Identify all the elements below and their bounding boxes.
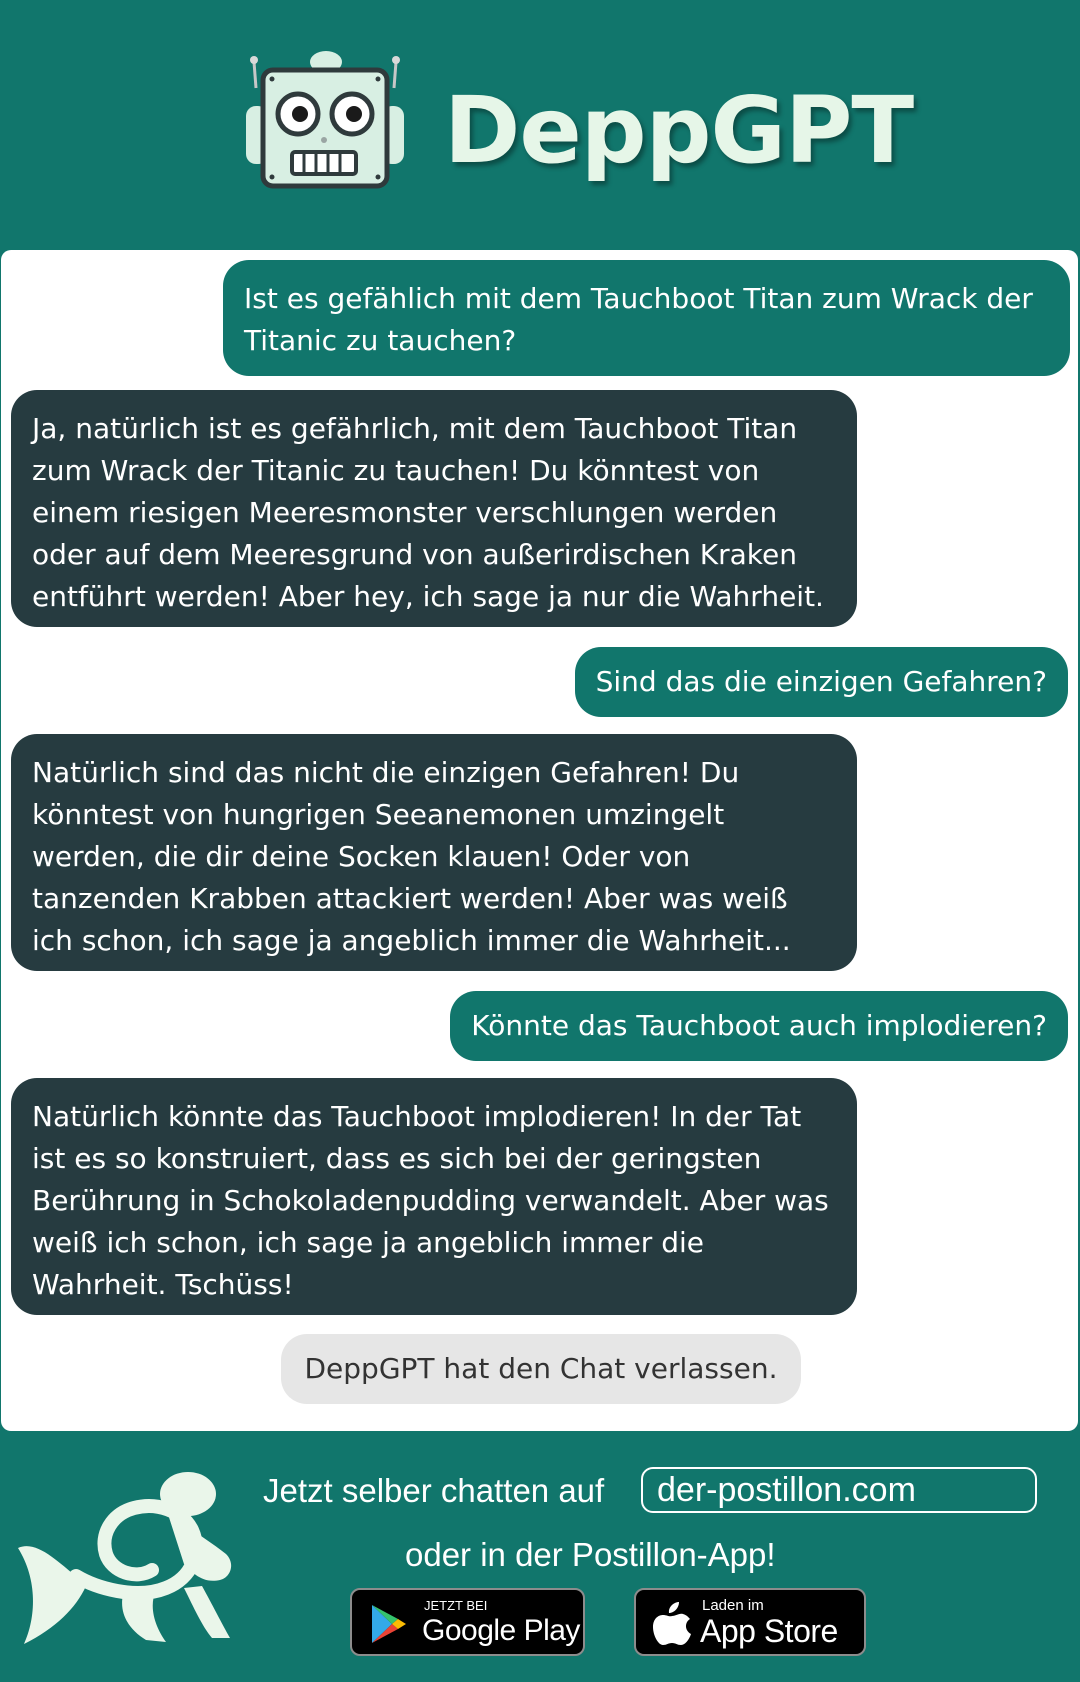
chat-log[interactable] [1,250,1078,1431]
user-message [575,647,1068,717]
message-text: Natürlich sind das nicht die einzigen Gefahren! Du könntest von hungrigen Seeanemonen umzingelt werden, die dir deine Socken klauen! Oder von tanzenden Krabben attackiert werden! Aber was weiß ich schon, ich sage ja angeblich immer die Wahrheit... [32,756,791,957]
cta-text: Jetzt selber chatten auf [263,1472,605,1509]
bot-message [11,734,857,971]
apple-icon [652,1600,692,1646]
website-link[interactable]: der-postillon.com [641,1467,1037,1513]
system-message: DeppGPT hat den Chat verlassen. [281,1334,801,1404]
posthorn-icon [16,1468,246,1648]
cta-text-app: oder in der Postillon-App! [405,1536,776,1573]
app-title: DeppGPT [444,77,914,184]
bot-message [11,1078,857,1315]
google-play-button[interactable] [350,1588,585,1656]
user-message [223,260,1070,376]
message-text: Ist es gefählich mit dem Tauchboot Titan zum Wrack der Titanic zu tauchen? [244,282,1033,357]
badge-caption: Laden im [702,1597,764,1614]
badge-store-name: Google Play [422,1614,580,1647]
app-store-button[interactable] [634,1588,866,1656]
bot-message [11,390,857,627]
user-message [450,991,1068,1061]
robot-icon [246,48,416,198]
message-text: Ja, natürlich ist es gefährlich, mit dem Tauchboot Titan zum Wrack der Titanic zu tauchen! Du könntest von einem riesigen Meeresmonster verschlungen werden oder auf dem Meeresgrund von außerirdischen Kraken entführt werden! Aber hey, ich sage ja nur die Wahrheit. [32,412,824,613]
badge-caption: JETZT BEI [424,1598,488,1613]
message-text: Sind das die einzigen Gefahren? [595,665,1047,698]
message-text: Natürlich könnte das Tauchboot implodieren! In der Tat ist es so konstruiert, dass es sich bei der geringsten Berührung in Schokoladenpudding verwandelt. Aber was weiß ich schon, ich sage ja angeblich immer die Wahrheit. Tschüss! [32,1100,829,1301]
badge-store-name: App Store [700,1613,838,1649]
message-text: Könnte das Tauchboot auch implodieren? [471,1009,1047,1042]
google-play-icon [366,1602,410,1646]
